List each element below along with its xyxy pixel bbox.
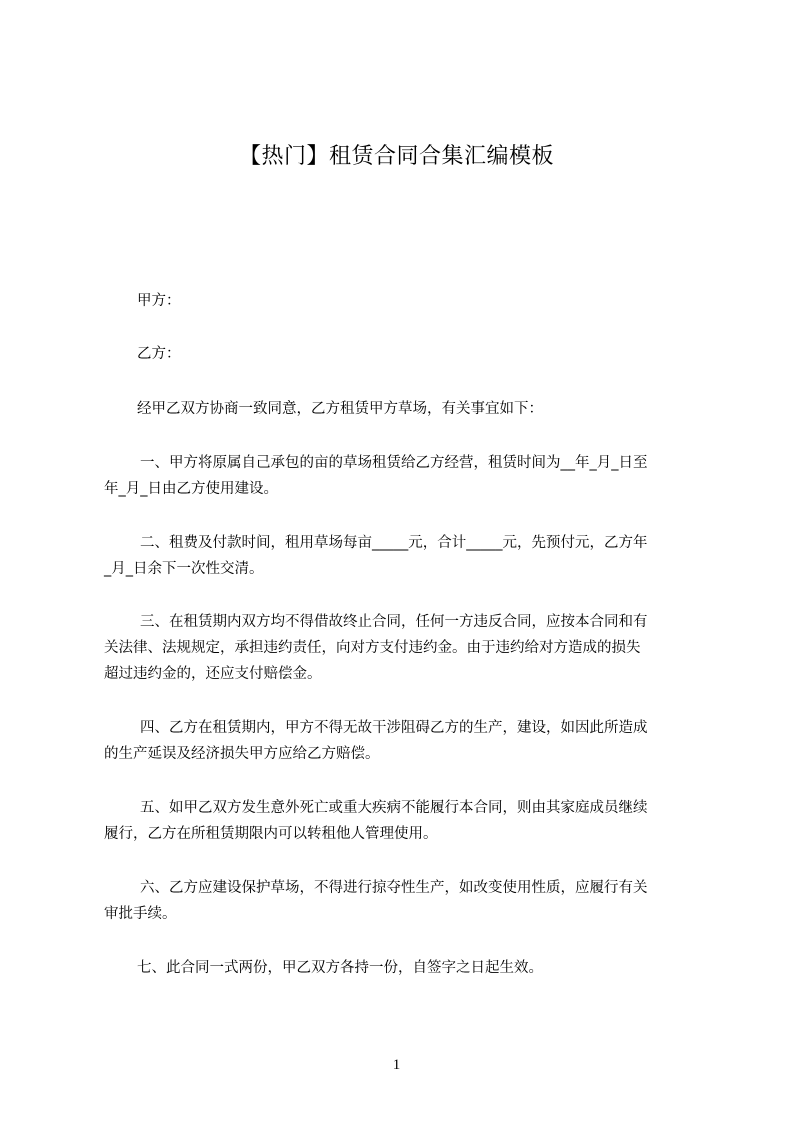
clause-1-line-1: 一、甲方将原属自己承包的亩的草场租赁给乙方经营，租赁时间为__年_月_日至	[140, 455, 648, 471]
page-number: 1	[392, 1057, 401, 1073]
clause-6-line-1: 六、乙方应建设保护草场，不得进行掠夺性生产，如改变使用性质，应履行有关	[140, 880, 648, 896]
party-a-label: 甲方：	[137, 293, 181, 309]
party-b-label: 乙方：	[137, 346, 181, 362]
clause-4-line-1: 四、乙方在租赁期内，甲方不得无故干涉阻碍乙方的生产，建设，如因此所造成	[140, 720, 648, 736]
clause-5-line-1: 五、如甲乙双方发生意外死亡或重大疾病不能履行本合同，则由其家庭成员继续	[140, 800, 648, 816]
clause-6-line-2: 审批手续。	[104, 906, 177, 922]
clause-4-line-2: 的生产延误及经济损失甲方应给乙方赔偿。	[104, 746, 380, 762]
document-title: 【热门】租赁合同合集汇编模板	[238, 144, 554, 169]
clause-3-line-1: 三、在租赁期内双方均不得借故终止合同，任何一方违反合同，应按本合同和有	[140, 614, 648, 630]
clause-3-line-2: 关法律、法规规定，承担违约责任，向对方支付违约金。由于违约给对方造成的损失	[104, 640, 641, 656]
intro-paragraph: 经甲乙双方协商一致同意，乙方租赁甲方草场，有关事宜如下：	[137, 401, 543, 417]
clause-5-line-2: 履行，乙方在所租赁期限内可以转租他人管理使用。	[104, 826, 438, 842]
clause-3-line-3: 超过违约金的，还应支付赔偿金。	[104, 666, 322, 682]
clause-1-line-2: 年_月_日由乙方使用建设。	[104, 481, 278, 497]
clause-7: 七、此合同一式两份，甲乙双方各持一份，自签字之日起生效。	[137, 960, 543, 976]
clause-2-line-1: 二、租费及付款时间，租用草场每亩_____元，合计_____元，先预付元，乙方年	[140, 535, 648, 551]
clause-2-line-2: _月_日余下一次性交清。	[104, 561, 264, 577]
